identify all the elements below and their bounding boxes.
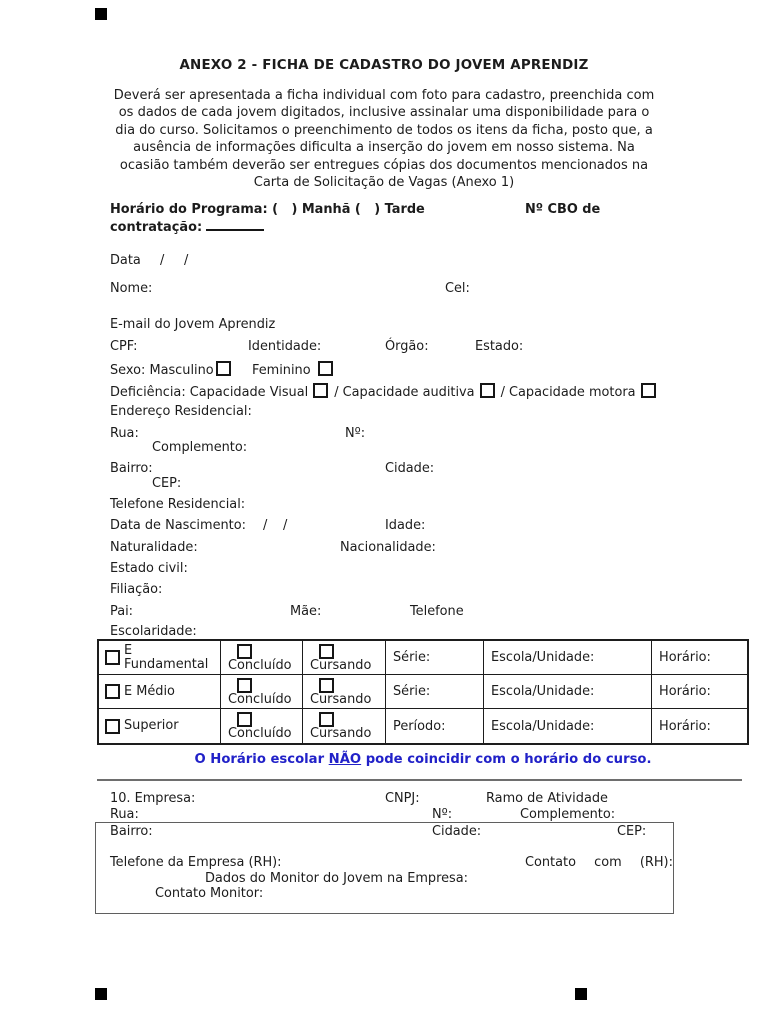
birthplace-label: Naturalidade: (110, 540, 198, 555)
monitor-header-label: Dados do Monitor do Jovem na Empresa: (205, 871, 468, 886)
table-cell-status (303, 641, 386, 675)
notice-pre: O Horário escolar (194, 752, 329, 767)
company-label: 10. Empresa: (110, 791, 196, 806)
number-label: Nº: (345, 426, 366, 441)
intro-line: ausência de informações dificulta a inserção do jovem em nosso sistema. Na (133, 140, 635, 156)
table-cell-status (221, 641, 303, 675)
grade-label: Série: (393, 650, 431, 665)
grade-label: Série: (393, 684, 431, 699)
intro-line: dia do curso. Solicitamos o preenchimento de todos os itens da ficha, posto que, a (115, 122, 653, 138)
table-cell-status (221, 709, 303, 743)
level-label: E Médio (124, 683, 175, 699)
monitor-contact-label: Contato Monitor: (155, 886, 264, 901)
name-label: Nome: (110, 281, 153, 296)
table-cell-grade (386, 641, 484, 675)
hearing-disability-label: / Capacidade auditiva (334, 385, 475, 400)
nationality-label: Nacionalidade: (340, 540, 436, 555)
marital-status-label: Estado civil: (110, 561, 188, 576)
education-label: Escolaridade: (110, 624, 197, 639)
filiation-label: Filiação: (110, 582, 163, 597)
zip-label: CEP: (152, 476, 182, 491)
concluido-label: Concluído (228, 692, 292, 707)
date-slash: / (184, 253, 189, 268)
hr-contact-label: Contato com (RH): (525, 855, 673, 870)
superior-cursando-checkbox[interactable] (319, 712, 334, 727)
date-label: Data (110, 253, 141, 268)
hearing-checkbox[interactable] (480, 383, 495, 398)
company-complement-label: Complemento: (520, 807, 616, 822)
medio-concluido-checkbox[interactable] (237, 678, 252, 693)
visual-disability-label: Deficiência: Capacidade Visual (110, 385, 309, 400)
school-label: Escola/Unidade: (491, 684, 595, 699)
notice-emphasis: NÃO (328, 752, 362, 767)
birthdate-slash: / (263, 518, 268, 533)
fundamental-checkbox[interactable] (105, 650, 120, 665)
table-cell-time (652, 709, 747, 743)
street-label: Rua: (110, 426, 139, 441)
male-checkbox[interactable] (216, 361, 231, 376)
phone-label: Telefone (410, 604, 464, 619)
concluido-label: Concluído (228, 726, 292, 741)
grade-label: Período: (393, 718, 446, 734)
notice-post: pode coincidir com o horário do curso. (361, 752, 652, 767)
table-cell-status (221, 675, 303, 709)
intro-line: Carta de Solicitação de Vagas (Anexo 1) (253, 175, 515, 191)
company-district-label: Bairro: (110, 824, 153, 839)
identity-label: Identidade: (248, 339, 322, 354)
table-cell-status (303, 675, 386, 709)
section-divider (97, 779, 742, 781)
cpf-label: CPF: (110, 339, 138, 354)
age-label: Idade: (385, 518, 426, 533)
sex-female (252, 361, 333, 378)
page-marker-top-left (95, 8, 107, 20)
company-street-label: Rua: (110, 807, 139, 822)
sex-female-label: Feminino (252, 363, 311, 378)
company-zip-label: CEP: (617, 824, 647, 839)
table-cell-school (484, 709, 652, 743)
intro-line: ocasião também deverão ser entregues cópias dos documentos mencionados na (119, 157, 649, 173)
table-cell-school (484, 641, 652, 675)
table-cell-level (99, 675, 221, 709)
superior-checkbox[interactable] (105, 719, 120, 734)
schedule-notice (97, 752, 749, 767)
cbo-text: contratação: (110, 220, 203, 235)
medio-checkbox[interactable] (105, 684, 120, 699)
activity-label: Ramo de Atividade (486, 791, 608, 806)
city-label: Cidade: (385, 461, 435, 476)
mother-label: Mãe: (290, 604, 322, 619)
disability-line (110, 383, 656, 400)
motor-disability-label: / Capacidade motora (500, 385, 636, 400)
email-label: E-mail do Jovem Aprendiz (110, 317, 276, 332)
sex-label (110, 361, 231, 378)
superior-concluido-checkbox[interactable] (237, 712, 252, 727)
cursando-label: Cursando (310, 692, 372, 707)
motor-checkbox[interactable] (641, 383, 656, 398)
cnpj-label: CNPJ: (385, 791, 420, 806)
table-cell-school (484, 675, 652, 709)
concluido-label: Concluído (228, 658, 292, 673)
time-label: Horário: (659, 684, 711, 699)
time-label: Horário: (659, 718, 711, 734)
intro-line: os dados de cada jovem digitados, inclusive assinalar uma disponibilidade para o (118, 105, 650, 121)
home-phone-label: Telefone Residencial: (110, 497, 246, 512)
table-cell-level (99, 641, 221, 675)
table-cell-level (99, 709, 221, 743)
address-header-label: Endereço Residencial: (110, 404, 252, 419)
cursando-label: Cursando (310, 726, 372, 741)
company-phone-label: Telefone da Empresa (RH): (110, 855, 282, 870)
intro-line: Deverá ser apresentada a ficha individual com foto para cadastro, preenchida com (113, 88, 655, 103)
cel-label: Cel: (445, 281, 470, 296)
company-number-label: Nº: (432, 807, 453, 822)
district-label: Bairro: (110, 461, 153, 476)
intro-paragraph (84, 87, 684, 191)
table-cell-grade (386, 709, 484, 743)
cursando-label: Cursando (310, 658, 372, 673)
cbo-blank-line (206, 226, 264, 231)
fundamental-cursando-checkbox[interactable] (319, 644, 334, 659)
company-city-label: Cidade: (432, 824, 482, 839)
program-schedule-label: Horário do Programa: ( ) Manhã ( ) Tarde (110, 202, 425, 217)
education-table (97, 639, 749, 745)
table-cell-grade (386, 675, 484, 709)
table-cell-time (652, 675, 747, 709)
visual-checkbox[interactable] (313, 383, 328, 398)
fundamental-concluido-checkbox[interactable] (237, 644, 252, 659)
sex-male-label: Sexo: Masculino (110, 363, 214, 378)
complement-label: Complemento: (152, 440, 248, 455)
level-label: Superior (124, 718, 179, 733)
level-label: E Fundamental (124, 642, 209, 672)
page-title: ANEXO 2 - FICHA DE CADASTRO DO JOVEM APRENDIZ (179, 58, 589, 73)
state-label: Estado: (475, 339, 524, 354)
organ-label: Órgão: (385, 339, 429, 354)
table-cell-time (652, 641, 747, 675)
time-label: Horário: (659, 650, 711, 665)
table-cell-status (303, 709, 386, 743)
medio-cursando-checkbox[interactable] (319, 678, 334, 693)
cbo-label-line2 (110, 220, 264, 235)
female-checkbox[interactable] (318, 361, 333, 376)
cbo-label-line1: Nº CBO de (525, 202, 601, 217)
page-marker-bottom-center (575, 988, 587, 1000)
school-label: Escola/Unidade: (491, 650, 595, 665)
birthdate-label: Data de Nascimento: (110, 518, 246, 533)
school-label: Escola/Unidade: (491, 718, 595, 734)
date-slash: / (160, 253, 165, 268)
page-marker-bottom-left (95, 988, 107, 1000)
father-label: Pai: (110, 604, 134, 619)
birthdate-slash: / (283, 518, 288, 533)
